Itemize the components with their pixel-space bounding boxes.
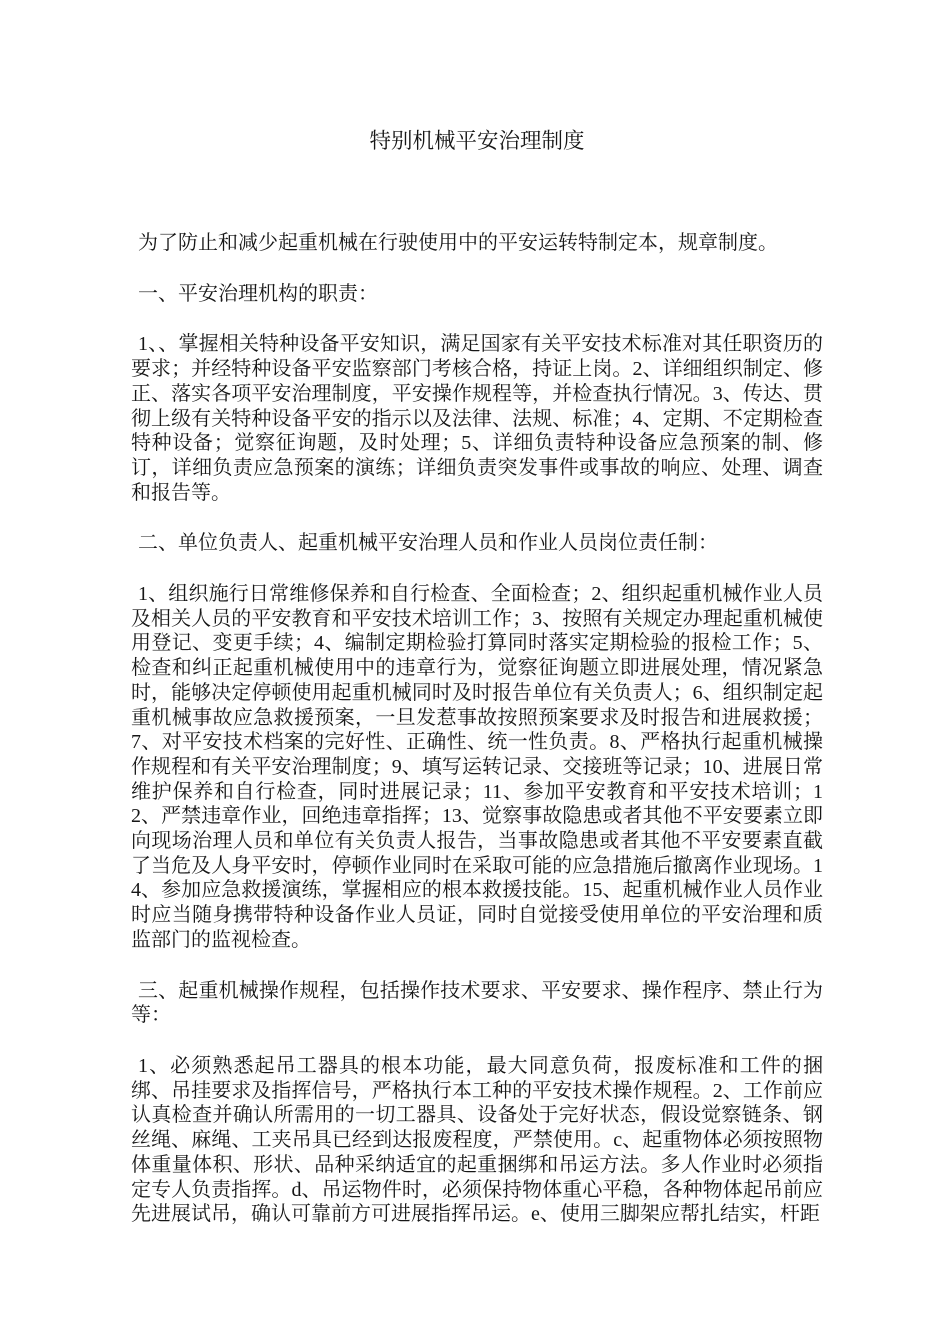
intro-paragraph: 为了防止和减少起重机械在行驶使用中的平安运转特制定本，规章制度。 — [138, 232, 778, 254]
section-3-body: 1、必须熟悉起吊工器具的根本功能，最大同意负荷，报废标准和工件的捆绑、吊挂要求及指挥信号，严格执行本工种的平安技术操作规程。2、工作前应认真检查并确认所需用的一切工器具、设备处于完好状态，假设觉察链条、钢丝绳、麻绳、工夹吊具已经到达报废程度，严禁使用。c、起重物体必须按照物体重量体积、形状、品种采纳适宜的起重捆绑和吊运方法。多人作业时必须指定专人负责指挥。d、吊运物件时，必须保持物体重心平稳，各种物体起吊前应先进展试吊，确认可靠前方可进展指挥吊运。e、使用三脚架应帮扎结实，杆距 — [131, 1054, 823, 1226]
document-title: 特别机械平安治理制度 — [369, 129, 585, 153]
section-3-heading: 三、起重机械操作规程，包括操作技术要求、平安要求、操作程序、禁止行为等： — [131, 979, 823, 1027]
section-2-heading: 二、单位负责人、起重机械平安治理人员和作业人员岗位责任制： — [138, 532, 718, 555]
document-content — [131, 128, 823, 1227]
section-1-body: 1、、掌握相关特种设备平安知识，满足国家有关平安技术标准对其任职资历的要求；并经特种设备平安监察部门考核合格，持证上岗。2、详细组织制定、修正、落实各项平安治理制度，平安操作规程等，并检查执行情况。3、传达、贯彻上级有关特种设备平安的指示以及法律、法规、标准；4、定期、不定期检查特种设备；觉察征询题，及时处理；5、详细负责特种设备应急预案的制、修订，详细负责应急预案的演练；详细负责突发事件或事故的响应、处理、调查和报告等。 — [131, 333, 823, 504]
section-1-heading: 一、平安治理机构的职责： — [138, 282, 378, 305]
section-2-body: 1、组织施行日常维修保养和自行检查、全面检查；2、组织起重机械作业人员及相关人员的平安教育和平安技术培训工作；3、按照有关规定办理起重机械使用登记、变更手续；4、编制定期检验打算同时落实定期检验的报检工作；5、检查和纠正起重机械使用中的违章行为，觉察征询题立即进展处理，情况紧急时，能够决定停顿使用起重机械同时及时报告单位有关负责人；6、组织制定起重机械事故应急救援预案，一旦发惹事故按照预案要求及时报告和进展救援；7、对平安技术档案的完好性、正确性、统一性负责。8、严格执行起重机械操作规程和有关平安治理制度；9、填写运转记录、交接班等记录；10、进展日常维护保养和自行检查，同时进展记录；11、参加平安教育和平安技术培训；12、严禁违章作业，回绝违章指挥；13、觉察事故隐患或者其他不平安要素立即向现场治理人员和单位有关负责人报告，当事故隐患或者其他不平安要素直截了当危及人身平安时，停顿作业同时在采取可能的应急措施后撤离作业现场。14、参加应急救援演练，掌握相应的根本救援技能。15、起重机械作业人员作业时应当随身携带特种设备作业人员证，同时自觉接受使用单位的平安治理和质监部门的监视检查。 — [131, 583, 823, 951]
